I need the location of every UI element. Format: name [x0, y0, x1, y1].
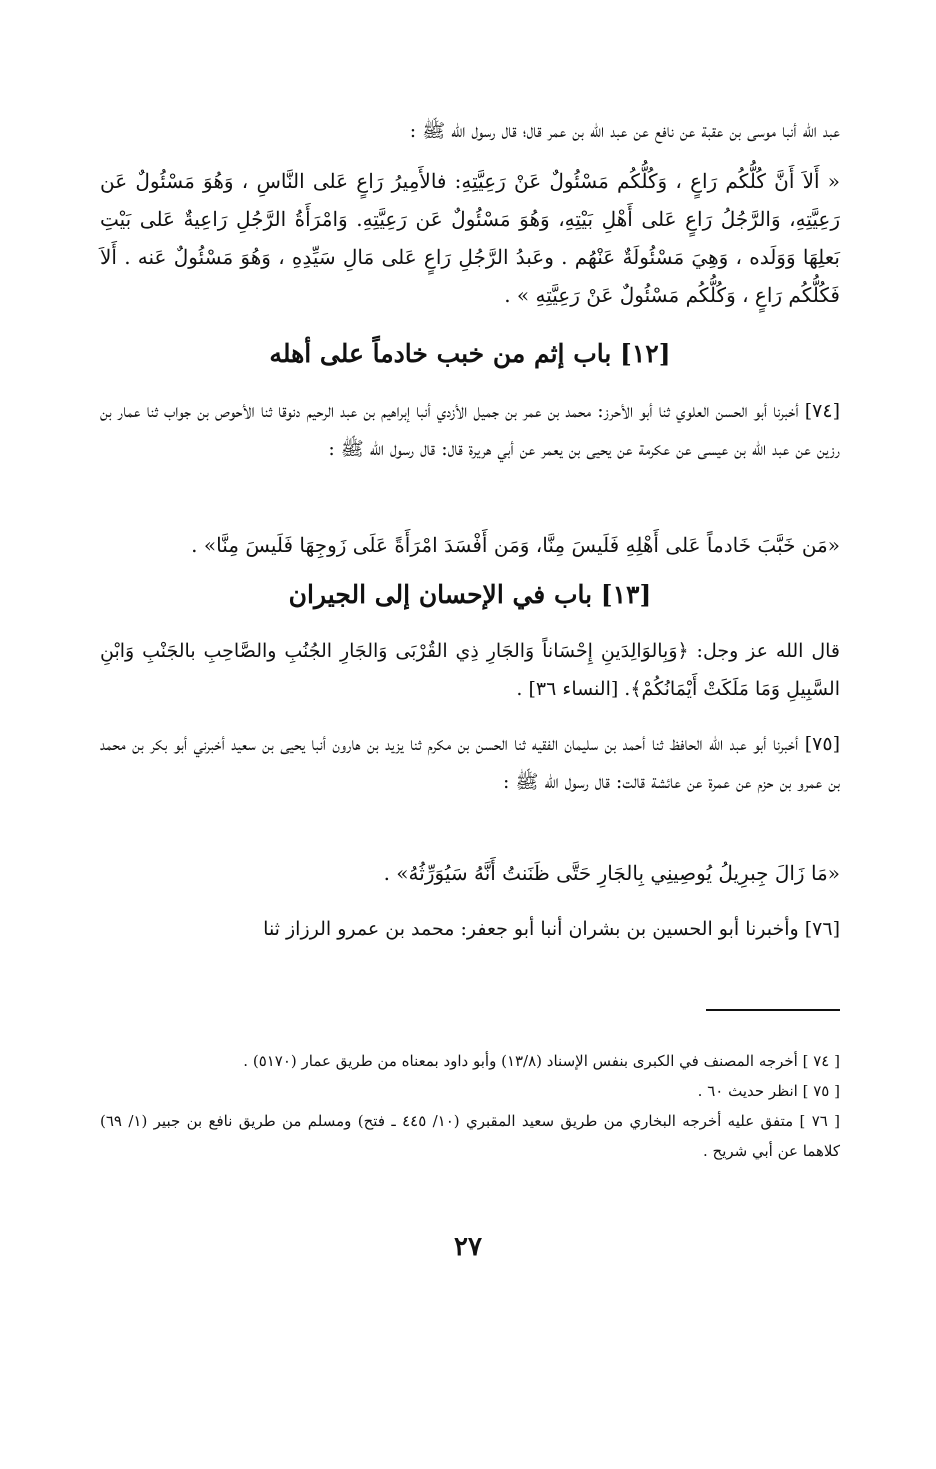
hadith-75: «مَا زَالَ جِبرِيلُ يُوصِينِي بِالجَارِ حَتَّى ظَنَنتُ أَنَّهُ سَيُوَرِّثُهُ» . [383, 861, 840, 885]
hadith-74: «مَن خَبَّبَ خَادماً عَلى أَهْلِهِ فَلَيسَ مِنَّا، وَمَن أَفْسَدَ امْرَأَةً عَلَى زَوجِهَا فَلَيسَ مِنَّا» . [191, 533, 840, 557]
paragraph-isnad-74: [٧٤] أخبرنا أبو الحسن العلوي ثنا أبو الأحرز: محمد بن عمر بن جميل الأزدي أنبا إبراهيم بن عبد الرحيم دنوقا ثنا الأحوص بن جواب ثنا عمار بن رزين عن عبد الله بن عيسى عن عكرمة عن يحيى بن يعمر عن أبي هريرة قال: قال رسول الله ﷺ : [100, 400, 840, 460]
paragraph-quran-verse: قال الله عز وجل: ﴿وَبِالوَالِدَينِ إِحْسَاناً وَالجَارِ ذِي القُرْبَى وَالجَارِ الجُنُبِ والصَّاحِبِ بالجَنْبِ وَابْنِ السَّبِيلِ وَمَا مَلَكَتْ أَيْمَانُكُمْ﴾. [النساء ٣٦] . [100, 640, 840, 700]
footnote-76: [ ٧٦ ] متفق عليه أخرجه البخاري من طريق سعيد المقبري (١٠/ ٤٤٥ ـ فتح) ومسلم من طريق نافع بن جبير (١/ ٦٩) كلاهما عن أبي شريح . [100, 1112, 841, 1160]
footnote-75: [ ٧٥ ] انظر حديث ٦٠ . [697, 1082, 840, 1100]
footnote-74: [ ٧٤ ] أخرجه المصنف في الكبرى بنفس الإسناد (١٣/٨) وأبو داود بمعناه من طريق عمار (٥١٧٠) . [243, 1052, 840, 1070]
footnote-divider [706, 1009, 840, 1011]
footnotes [100, 1046, 840, 1166]
hadith-shepherd: « أَلاَ أَنَّ كُلُّكُم رَاعٍ ، وَكُلُّكُم مَسْئُولٌ عَنْ رَعِيَّتِهِ: فالأَمِيرُ رَاعٍ عَلى النَّاسِ ، وَهُوَ مَسْئُولٌ عَن رَعِيَّتِهِ، وَالرَّجُلُ رَاعٍ عَلى أَهْلِ بَيْتِهِ، وَهُوَ مَسْئُولٌ عَن رَعِيَّتِهِ. وَامْرَأَةُ الرَّجُلِ رَاعِيةٌ عَلى بَيْتِ بَعلِهَا وَوَلَده ، وَهِيَ مَسْئُولَةٌ عَنْهُم . وعَبدُ الرَّجُلِ رَاعٍ عَلى مَالِ سَيِّدِهِ ، وَهُوَ مَسْئُولٌ عَنه . أَلاَ فَكُلُّكُم رَاعٍ ، وَكُلُّكُم مَسْئُولٌ عَنْ رَعِيَّتِهِ » . [100, 169, 840, 307]
chapter-heading-12: [١٢] باب إثم من خبب خادماً على أهله [269, 339, 671, 368]
chapter-heading-13: [١٣] باب في الإحسان إلى الجيران [288, 580, 652, 609]
page-number: ٢٧ [454, 1232, 482, 1262]
paragraph-isnad-75: [٧٥] أخبرنا أبو عبد الله الحافظ ثنا أحمد بن سليمان الفقيه ثنا الحسن بن مكرم ثنا يزيد بن هارون أنبا يحيى بن سعيد أخبرني أبو بكر بن محمد بن عمرو بن حزم عن عمرة عن عائشة قالت: قال رسول الله ﷺ : [100, 733, 840, 793]
paragraph-isnad-76: [٧٦] وأخبرنا أبو الحسين بن بشران أنبا أبو جعفر: محمد بن عمرو الرزاز ثنا [263, 918, 840, 940]
paragraph-isnad-continuation: عبد الله أنبا موسى بن عقبة عن نافع عن عبد الله بن عمر قال؛ قال رسول الله ﷺ : [409, 120, 840, 142]
